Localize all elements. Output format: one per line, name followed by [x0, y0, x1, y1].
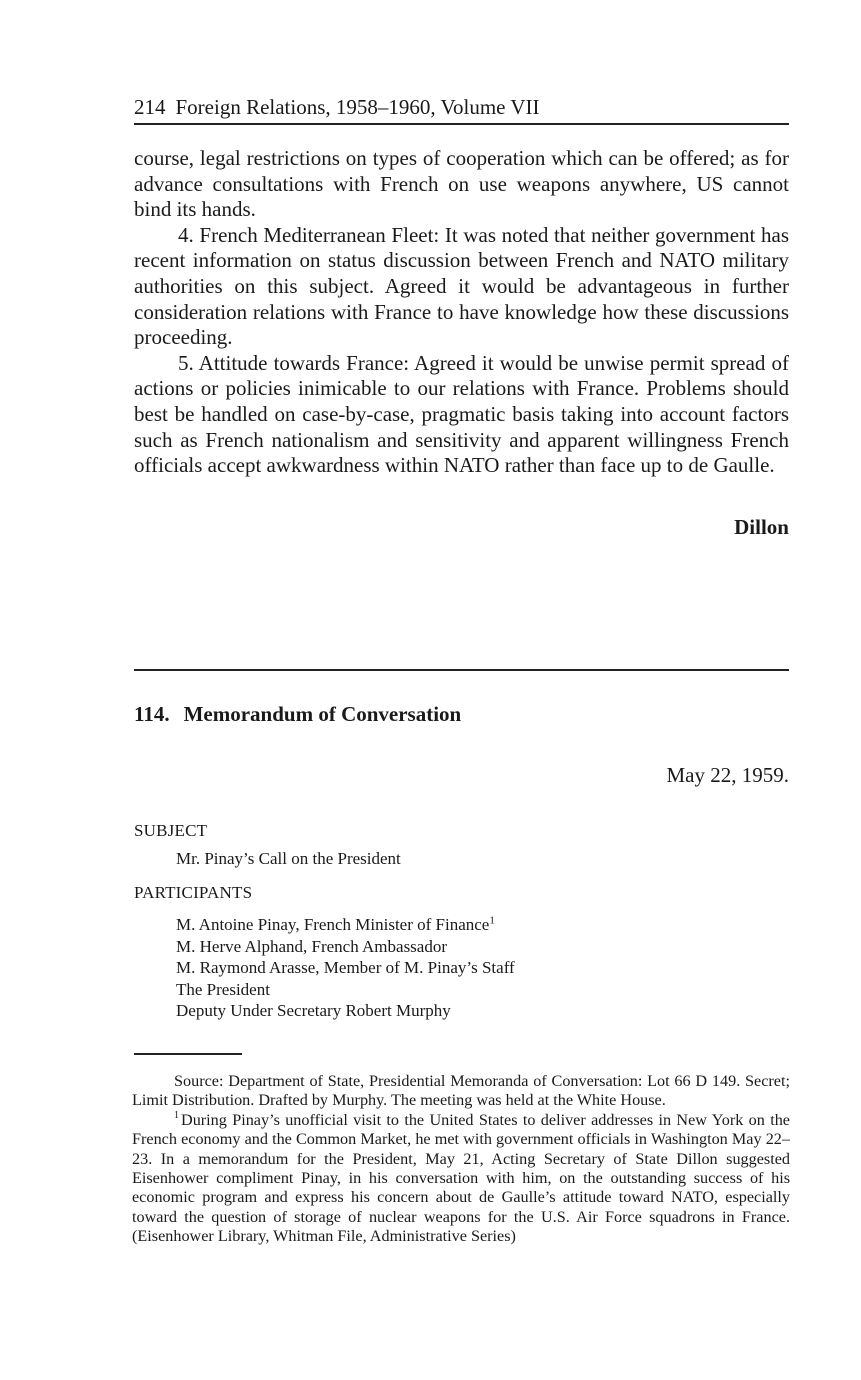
footnote-number: 1: [174, 1110, 179, 1122]
footnote-marker: 1: [489, 914, 495, 927]
footnote-rule: [134, 1053, 242, 1055]
document-date: May 22, 1959.: [666, 763, 789, 787]
signature: Dillon: [734, 515, 789, 539]
body-text: [134, 146, 789, 479]
page-number: 214: [134, 95, 166, 119]
subject-value: Mr. Pinay’s Call on the President: [176, 849, 401, 868]
footnotes: [132, 1072, 790, 1247]
footnote-text: During Pinay’s unofficial visit to the United States to deliver addresses in New York on the French economy and the Common Market, he met with government officials in Washington May 22–23. In a memorandum for the President, May 21, Acting Secretary of State Dillon suggested Eisenhower compliment Pinay, in his conversation with him, on the outstanding success of his economic program and express his concern about de Gaulle’s attitude toward NATO, especially toward the question of storage of nuclear weapons for the U.S. Air Force squadrons in France. (Eisenhower Library, Whitman File, Administrative Series): [132, 1110, 790, 1246]
participants-label: PARTICIPANTS: [134, 883, 253, 902]
participants-list: [176, 914, 515, 1022]
participant-item: M. Herve Alphand, French Ambassador: [176, 936, 448, 956]
running-header: [134, 92, 789, 125]
participant-item: M. Raymond Arasse, Member of M. Pinay’s Staff: [176, 958, 515, 978]
body-paragraph: 4. French Mediterranean Fleet: It was noted that neither government has recent information on status discussion between French and NATO military authorities on this subject. Agreed it would be advantageous in further consideration relations with France to have knowledge how these discussions proceeding.: [134, 222, 789, 350]
document-heading: [134, 702, 789, 727]
participant-item: Deputy Under Secretary Robert Murphy: [176, 1001, 451, 1021]
participant-item: [176, 914, 515, 936]
document-title: Memorandum of Conversation: [183, 702, 462, 726]
source-note: Source: Department of State, Presidential Memoranda of Conversation: Lot 66 D 149. Secret; Limit Distribution. Drafted by Murphy. The meeting was held at the White House.: [132, 1072, 790, 1110]
participant-name: M. Antoine Pinay, French Minister of Finance: [176, 915, 490, 934]
subject-label: SUBJECT: [134, 821, 208, 840]
footnote-1: [132, 1111, 790, 1247]
document-number: 114.: [134, 702, 170, 726]
running-title: Foreign Relations, 1958–1960, Volume VII: [175, 95, 540, 119]
section-divider: [134, 669, 789, 671]
body-paragraph: 5. Attitude towards France: Agreed it would be unwise permit spread of actions or policies inimicable to our relations with France. Problems should best be handled on case-by-case, pragmatic basis taking into account factors such as French nationalism and sensitivity and apparent willingness French officials accept awkwardness within NATO rather than face up to de Gaulle.: [134, 350, 789, 478]
participant-item: The President: [176, 979, 270, 999]
body-paragraph: course, legal restrictions on types of cooperation which can be offered; as for advance consultations with French on use weapons anywhere, US cannot bind its hands.: [134, 146, 789, 222]
